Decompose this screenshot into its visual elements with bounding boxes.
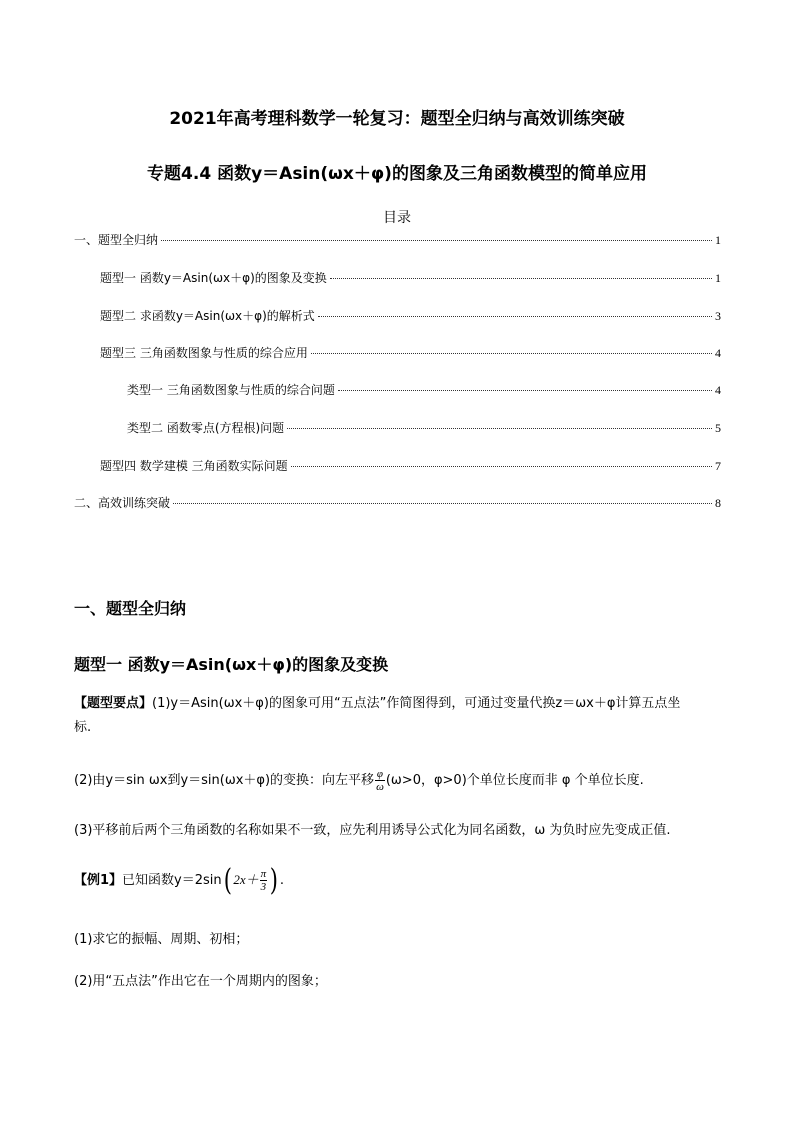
toc-entry-type3[interactable] — [100, 344, 721, 362]
left-paren: ( — [223, 862, 232, 898]
toc-page-number: 1 — [715, 233, 721, 247]
toc-page-number: 3 — [715, 309, 721, 323]
toc-page-number: 4 — [715, 346, 721, 360]
toc-leader-dots — [318, 316, 712, 317]
question-1 — [74, 928, 724, 952]
toc-entry-label: 题型二 求函数y＝Asin(ωx＋φ)的解析式 — [100, 309, 315, 323]
toc-page-number: 1 — [715, 271, 721, 285]
toc-page-number: 7 — [715, 459, 721, 473]
key-point-tag: 【题型要点】 — [74, 696, 153, 711]
key-point-3: (3)平移前后两个三角函数的名称如果不一致，应先利用诱导公式化为同名函数，ω 为负时应先变成正值. — [74, 823, 671, 838]
toc-entry-label: 题型三 三角函数图象与性质的综合应用 — [100, 346, 308, 360]
toc-entry-section1[interactable] — [74, 231, 721, 249]
question-2-text: (2)用“五点法”作出它在一个周期内的图象； — [74, 974, 327, 989]
toc-entry-label: 一、题型全归纳 — [74, 233, 159, 247]
key-point-paragraph-1 — [74, 692, 724, 740]
toc-entry-type1[interactable] — [100, 269, 721, 287]
fraction-pi-over-3: $\frac{\pi}{3}$ — [260, 868, 267, 893]
section-heading: 一、题型全归纳 — [74, 599, 187, 618]
toc-leader-dots — [330, 278, 712, 279]
toc-entry-type4[interactable] — [100, 457, 721, 475]
toc-heading: 目录 — [383, 210, 411, 226]
toc-leader-dots — [287, 428, 712, 429]
key-point-2-pre: (2)由y＝sin ωx到y＝sin(ωx＋φ)的变换：向左平移 — [74, 773, 375, 788]
toc-entry-label: 题型一 函数y＝Asin(ωx＋φ)的图象及变换 — [100, 271, 327, 285]
toc-entry-type2[interactable] — [100, 307, 721, 325]
toc-entry-label: 类型二 函数零点(方程根)问题 — [127, 421, 285, 435]
toc-leader-dots — [291, 466, 712, 467]
example-1-inner: 2x＋ — [233, 872, 259, 887]
toc-entry-subtype2[interactable] — [127, 419, 721, 437]
example-1-text: 已知函数y＝2sin — [122, 873, 222, 888]
toc-entry-label: 题型四 数学建模 三角函数实际问题 — [100, 459, 288, 473]
toc-leader-dots — [311, 353, 712, 354]
toc-page-number: 5 — [715, 421, 721, 435]
type-heading: 题型一 函数y＝Asin(ωx＋φ)的图象及变换 — [74, 655, 389, 674]
topic-title: 专题4.4 函数y＝Asin(ωx＋φ)的图象及三角函数模型的简单应用 — [147, 164, 647, 184]
document-title: 2021年高考理科数学一轮复习：题型全归纳与高效训练突破 — [169, 109, 625, 129]
key-point-1-line-b: 标. — [74, 720, 92, 735]
example-tag: 【例1】 — [74, 873, 123, 888]
toc-page-number: 4 — [715, 383, 721, 397]
toc-leader-dots — [173, 503, 712, 504]
key-point-paragraph-2 — [74, 768, 724, 793]
key-point-paragraph-3 — [74, 819, 724, 843]
example-1 — [74, 862, 724, 898]
fraction-phi-over-omega: $\frac{\varphi}{\omega}$ — [376, 768, 384, 793]
toc-entry-label: 类型一 三角函数图象与性质的综合问题 — [127, 383, 335, 397]
key-point-2-post: (ω>0，φ>0)个单位长度而非 φ 个单位长度. — [385, 773, 644, 788]
example-1-end: . — [279, 873, 285, 888]
toc-entry-section2[interactable] — [74, 494, 721, 512]
toc-entry-subtype1[interactable] — [127, 381, 721, 399]
right-paren: ) — [269, 862, 279, 898]
toc-entry-label: 二、高效训练突破 — [74, 496, 171, 510]
question-1-text: (1)求它的振幅、周期、初相； — [74, 932, 249, 947]
toc-page-number: 8 — [715, 496, 721, 510]
toc-leader-dots — [338, 390, 712, 391]
question-2 — [74, 970, 724, 994]
key-point-1-line-a: (1)y＝Asin(ωx＋φ)的图象可用“五点法”作简图得到，可通过变量代换z＝ωx＋φ计算五点坐 — [152, 696, 681, 711]
toc-leader-dots — [161, 240, 712, 241]
